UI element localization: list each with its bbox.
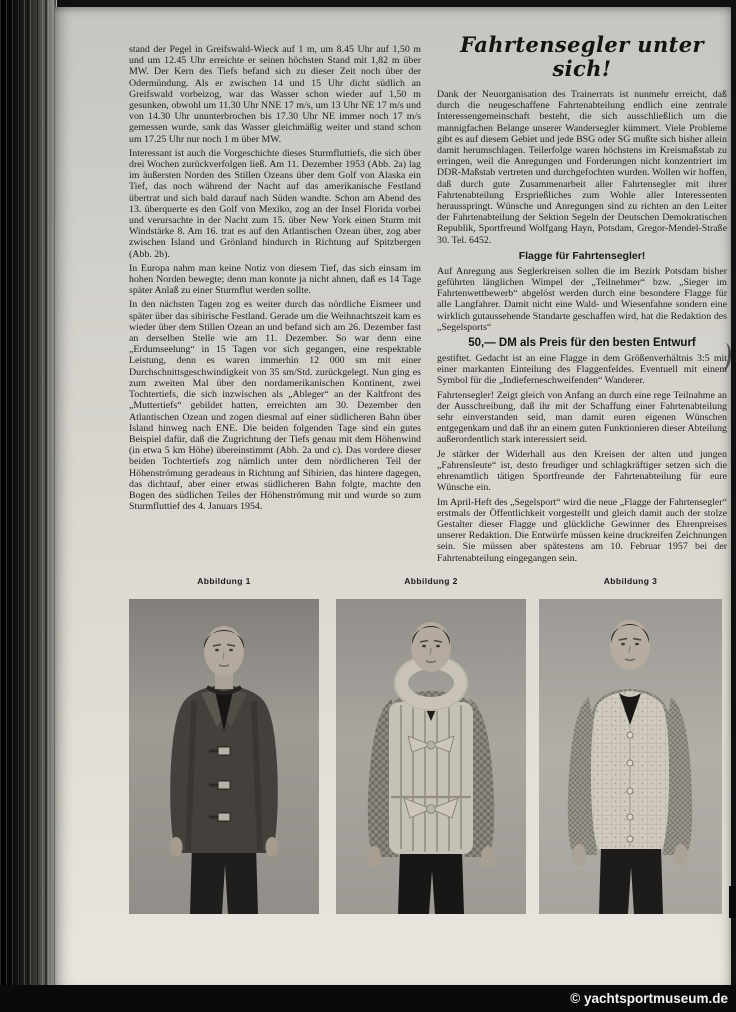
bottom-scan-band bbox=[0, 985, 736, 1012]
paragraph: Je stärker der Widerhall aus den Kreisen der alten und jungen „Fahrensleute“ ist, desto freudiger und schlagkräftiger setzen sich die ehrenamtlich tätigen Sportfreunde der Fahrtenabteilung für eure Wünsche ein. bbox=[437, 448, 727, 494]
photo-man-in-dark-jacket bbox=[129, 599, 319, 914]
paragraph: Im April-Heft des „Segelsport“ wird die neue „Flagge der Fahrtensegler“ erstmals der Öffentlichkeit vorgestellt und gleich damit auch der stolze Gestalter dieser Flagge und glückliche Gewinner des Ehrenpreises unserer Redaktion. Die Entwürfe müssen keine druckreifen Zeichnungen sein. Sie müssen aber spätestens am 10. Februar 1957 bei der Fahrtenabteilung eingegangen sein. bbox=[437, 496, 727, 564]
subheading-flagge: Flagge für Fahrtensegler! bbox=[518, 249, 646, 262]
paragraph: In Europa nahm man keine Notiz von diesem Tief, das sich einsam im hohen Norden bewegte; denn man konnte ja nicht ahnen, daß es 14 Tage später Anlaß zu einer Sturmflut werden sollte. bbox=[129, 262, 421, 297]
figure-abbildung-2 bbox=[336, 575, 526, 914]
figure-caption: Abbildung 3 bbox=[603, 576, 658, 586]
paragraph: In den nächsten Tagen zog es weiter durch das nördliche Eismeer und später über das sibirische Festland. Gerade um die Weihnachtszeit kam es wieder über dem Stillen Ozean an und befand sich am 26. Dezember fast an derselben Stelle wie am 11. Dezember. So war denn eine „Erdumseelung“ in 15 Tagen vor sich gegangen, eine respektable Leistung, denn es waren immerhin 12 000 sm mit einer Durchschnittsgeschwindigkeit von 35 sm/Std. zurückgelegt. Nun ging es zum zweiten Mal über den nordamerikanischen Kontinent, zwei Tochtertiefs, die sich inzwischen als „Ableger“ an der Kaltfront des „Muttertiefs“ gebildet hatten, erreichten am 30. Dezember den Atlantischen Ozean und zogen diesmal auf einer südlicheren Bahn über Island hinweg nach ENE. Die beiden folgenden Tage sind ein gutes Beispiel dafür, daß die Zugrichtung der Tiefs genau mit dem Höhenwind (in etwa 5 km Höhe) übereinstimmt (Abb. 2a und c). Das vordere dieser beiden Tochtertiefs zog nämlich unter dem nördlicheren Teil der Höhenströmung geradeaus in Richtung auf Sibirien, das hintere dagegen, das dichtauf, aber einer etwas südlicheren Bahn folgte, machte den Bogen des südlichen Teiles der Höhenströmung mit und wurde so zum Sturmfluttief des 4. Januars 1954. bbox=[129, 299, 421, 513]
magazine-page bbox=[55, 7, 731, 988]
figure-caption: Abbildung 2 bbox=[404, 576, 458, 586]
photo-man-in-kapok-life-vest bbox=[336, 599, 526, 914]
paragraph: Interessant ist auch die Vorgeschichte dieses Sturmfluttiefs, die sich über drei Wochen zurückverfolgen ließ. Am 11. Dezember 1953 (Abb. 2a) lag im äußersten Norden des Stillen Ozeans über dem Golf von Alaska ein Tief, das noch während der Nacht auf das amerikanische Festland übertrat und sich bald darauf nach Süden wandte. Schon am Abend des 13. überquerte es den Golf von Mexiko, zog an der Insel Florida vorbei und verursachte in der Nacht zum 15. über New York einen Sturm mit Windstärke 8. Am 16. trat es auf den Atlantischen Ozean über, zog aber zwischen Island und Grönland hindurch in Richtung auf Spitzbergen (Abb. 2b). bbox=[129, 147, 421, 260]
paragraph: Auf Anregung aus Seglerkreisen sollen die im Bezirk Potsdam bisher geführten länglichen Wimpel der „Teilnehmer“ bzw. „Sieger im Fahrtenwettbewerb“ abgelöst werden durch eine besondere Flagge für alle Langfahrer. Damit nicht eine Wald- und Wiesenfahne sondern eine wirklich gutaussehende Standarte geschaffen wird, hat die Redaktion des „Segelsports“ bbox=[437, 265, 727, 333]
scan-edge-notch bbox=[729, 886, 736, 918]
prize-heading: 50,— DM als Preis für den besten Entwurf bbox=[468, 337, 696, 350]
paragraph: stand der Pegel in Greifswald-Wieck auf 1 m, um 8.45 Uhr auf 1,50 m und um 12.45 Uhr erreichte er seinen höchsten Stand mit 1,82 m über MW. Der Kern des Tiefs befand sich zu dieser Zeit noch über der Odermündung. Als er zwischen 14 und 15 Uhr dicht südlich an Greifswald vorbeizog, war das Wasser schon wieder auf 1,50 m gesunken, obwohl um 11.30 Uhr NNE 17 m/s, um 13 Uhr NE 17 m/s und von 14.30 Uhr ununterbrochen bis 17.30 Uhr NE immer noch 17 m/s gemessen wurde, sank das Wasser gleichmäßig weiter und stand schon um 17.25 Uhr nur noch 1 m über MW. bbox=[129, 44, 421, 145]
photo-man-in-quilted-vest bbox=[539, 599, 722, 914]
paragraph: Dank der Neuorganisation des Trainerrats ist nunmehr erreicht, daß durch die neugeschaffene Fahrtenabteilung endlich eine zentrale Interessengemeinschaft besteht, die sich ausschließlich um die mannigfachen Belange unserer Wandersegler kümmert. Viele Probleme gibt es auf diesem Gebiet und jede BSG oder SG mußte sich bisher allein damit herumschlagen. Teilerfolge waren höchstens im Kreismaßstab zu erringen, weil die Anregungen und Forderungen nicht konzentriert im DDR-Maßstab vertreten und durchgefochten wurden. Wollen wir hoffen, daß durch gute Zusammenarbeit aller Fahrtensegler mit ihrer Fahrtenabteilung Ersprießliches zum Wohle aller Interessenten herausspringt. Wünsche und Anregungen sind zu richten an den Leiter der Fahrtenabteilung der Sektion Segeln der Deutschen Demokratischen Republik, Sportfreund Wolfgang Hayn, Potsdam, Gregor-Mendel-Straße 30. Tel. 6452. bbox=[437, 89, 727, 246]
article-title: Fahrtensegler unter sich! bbox=[460, 32, 704, 81]
paragraph: gestiftet. Gedacht ist an eine Flagge in dem Größenverhältnis 3:5 mit einer markanten Einteilung des Flaggenfeldes. Eventuell mit einem Symbol für die „Indieferneschweifenden“ Wanderer. bbox=[437, 353, 727, 387]
left-column bbox=[129, 44, 421, 515]
watermark: © yachtsportmuseum.de bbox=[570, 991, 728, 1006]
right-column bbox=[437, 33, 727, 567]
scan-artifact-mark bbox=[718, 342, 733, 371]
figure-abbildung-3 bbox=[539, 575, 722, 914]
figure-abbildung-1 bbox=[129, 575, 319, 914]
figure-caption: Abbildung 1 bbox=[197, 576, 251, 586]
paragraph: Fahrtensegler! Zeigt gleich von Anfang an durch eine rege Teilnahme an der Ausschreibung, daß ihr mit der Schaffung einer Fahrtenabteilung sehr einverstanden seid, man damit euren eigenen Wünschen entgegenkam und daß ihr an einem guten Funktionieren dieser Abteilung außerordentlich stark interessiert seid. bbox=[437, 389, 727, 446]
book-spine-page-edges bbox=[0, 0, 57, 990]
